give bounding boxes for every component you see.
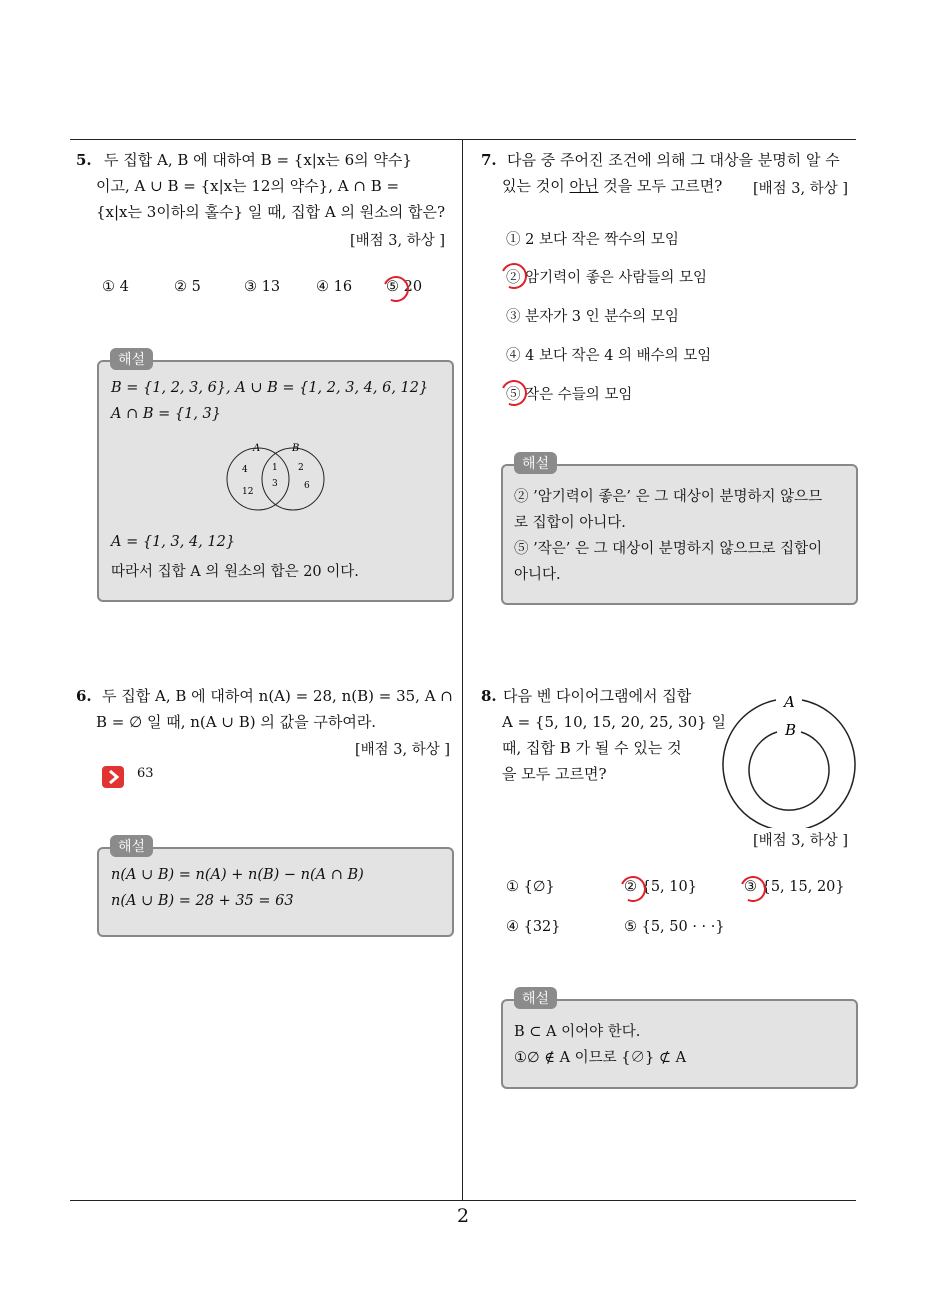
- answer-mark-icon: [736, 872, 769, 905]
- q5-line1: 두 집합 A, B 에 대하여 B = {x|x는 6의 약수}: [104, 151, 412, 169]
- answer-arrow-icon: [102, 766, 124, 788]
- q8-choice-5[interactable]: ⑤ {5, 50 · · ·}: [624, 919, 725, 935]
- venn-b-only-1: 2: [298, 463, 304, 473]
- venn-a-only-2: 12: [242, 487, 254, 497]
- q7-solution-tag: 해설: [514, 452, 557, 474]
- q5-choice-3[interactable]: ③ 13: [244, 279, 281, 295]
- q8-choice-4[interactable]: ④ {32}: [506, 919, 561, 935]
- q6-sol-line2: n(A ∪ B) = 28 + 35 = 63: [111, 893, 294, 909]
- venn-circle-a: [227, 448, 289, 510]
- venn-circle-a: [723, 700, 855, 828]
- q6-number: 6.: [76, 687, 92, 705]
- answer-mark-icon: [616, 872, 649, 905]
- q5-solution-tag: 해설: [110, 348, 153, 370]
- q5-sol-line1: B = {1, 2, 3, 6}, A ∪ B = {1, 2, 3, 4, 6, 12}: [111, 380, 429, 396]
- q6-solution-box: [97, 847, 454, 937]
- venn-label-a: A: [253, 443, 261, 454]
- venn-both-2: 3: [272, 479, 278, 489]
- venn-a-only-1: 4: [242, 465, 248, 475]
- q5-choice-1[interactable]: ① 4: [102, 279, 129, 295]
- venn-circle-b: [749, 732, 829, 810]
- q8-choice-2[interactable]: ② {5, 10}: [624, 879, 697, 895]
- venn-both-1: 1: [272, 463, 278, 473]
- q5-sol-line4: 따라서 집합 A 의 원소의 합은 20 이다.: [111, 564, 359, 580]
- q6-line2: B = ∅ 일 때, n(A ∪ B) 의 값을 구하여라.: [96, 713, 377, 731]
- q7-choice-5[interactable]: ⑤ 작은 수들의 모임: [506, 387, 633, 403]
- q7-sol-line3: ⑤ ’작은’ 은 그 대상이 분명하지 않으므로 집합이: [514, 541, 823, 557]
- q5-choice-4[interactable]: ④ 16: [316, 279, 353, 295]
- q7-choice-2[interactable]: ② 암기력이 좋은 사람들의 모임: [506, 270, 708, 286]
- column-divider: [462, 139, 463, 1200]
- q6-answer: 63: [137, 766, 154, 781]
- q7-sol-line1: ② ’암기력이 좋은’ 은 그 대상이 분명하지 않으므: [514, 489, 823, 505]
- q8-line2: A = {5, 10, 15, 20, 25, 30} 일: [502, 713, 726, 731]
- q8-choice-3[interactable]: ③ {5, 15, 20}: [744, 879, 845, 895]
- answer-mark-icon: [379, 272, 412, 305]
- chevron-right-icon: [102, 766, 124, 788]
- q7-choice-1[interactable]: ① 2 보다 작은 짝수의 모임: [506, 232, 679, 248]
- venn-b-only-2: 6: [304, 481, 310, 491]
- q6-sol-line1: n(A ∪ B) = n(A) + n(B) − n(A ∩ B): [111, 867, 364, 883]
- q7-score: [배점 3, 하상 ]: [753, 181, 849, 197]
- q8-line4: 을 모두 고르면?: [502, 765, 607, 783]
- q5-sol-line2: A ∩ B = {1, 3}: [111, 406, 221, 422]
- q8-number: 8.: [481, 687, 497, 705]
- q6-score: [배점 3, 하상 ]: [355, 742, 451, 758]
- q5-number: 5.: [76, 151, 92, 169]
- q6-line1: 두 집합 A, B 에 대하여 n(A) = 28, n(B) = 35, A ∩: [102, 687, 453, 705]
- q6-solution-tag: 해설: [110, 835, 153, 857]
- q8-score: [배점 3, 하상 ]: [753, 833, 849, 849]
- q7-sol-line2: 로 집합이 아니다.: [514, 515, 626, 531]
- q5-venn-diagram: [220, 438, 332, 512]
- q8-line1: 다음 벤 다이어그램에서 집합: [503, 687, 692, 705]
- venn-label-b: B: [785, 721, 797, 739]
- q8-sol-line1: B ⊂ A 이어야 한다.: [514, 1024, 641, 1040]
- q5-choice-2[interactable]: ② 5: [174, 279, 201, 295]
- q8-choice-1[interactable]: ① {∅}: [506, 879, 555, 895]
- q8-sol-line2: ①∅ ∉ A 이므로 {∅} ⊄ A: [514, 1050, 687, 1066]
- top-rule: [70, 139, 856, 140]
- bottom-rule: [70, 1200, 856, 1201]
- q8-solution-tag: 해설: [514, 987, 557, 1009]
- q7-choice-4[interactable]: ④ 4 보다 작은 4 의 배수의 모임: [506, 348, 712, 364]
- q5-line2: 이고, A ∪ B = {x|x는 12의 약수}, A ∩ B =: [96, 177, 400, 195]
- q5-line3: {x|x는 3이하의 홀수} 일 때, 집합 A 의 원소의 합은?: [96, 203, 445, 221]
- q5-choice-5[interactable]: ⑤ 20: [386, 279, 423, 295]
- q7-number: 7.: [481, 151, 497, 169]
- q7-choice-3[interactable]: ③ 분자가 3 인 분수의 모임: [506, 309, 679, 325]
- q8-solution-box: [501, 999, 858, 1089]
- q7-line2: 있는 것이 아닌 것을 모두 고르면?: [502, 177, 723, 195]
- q7-line1: 다음 중 주어진 조건에 의해 그 대상을 분명히 알 수: [507, 151, 840, 169]
- venn-label-a: A: [784, 693, 795, 711]
- answer-mark-icon: [497, 376, 530, 409]
- q8-line3: 때, 집합 B 가 될 수 있는 것: [502, 739, 682, 757]
- venn-label-b: B: [292, 443, 300, 454]
- answer-mark-icon: [497, 259, 530, 292]
- q5-sol-line3: A = {1, 3, 4, 12}: [111, 534, 236, 550]
- q5-score: [배점 3, 하상 ]: [350, 233, 446, 249]
- q7-sol-line4: 아니다.: [514, 567, 561, 583]
- q8-venn-diagram: [720, 688, 864, 828]
- page-number: 2: [456, 1205, 470, 1227]
